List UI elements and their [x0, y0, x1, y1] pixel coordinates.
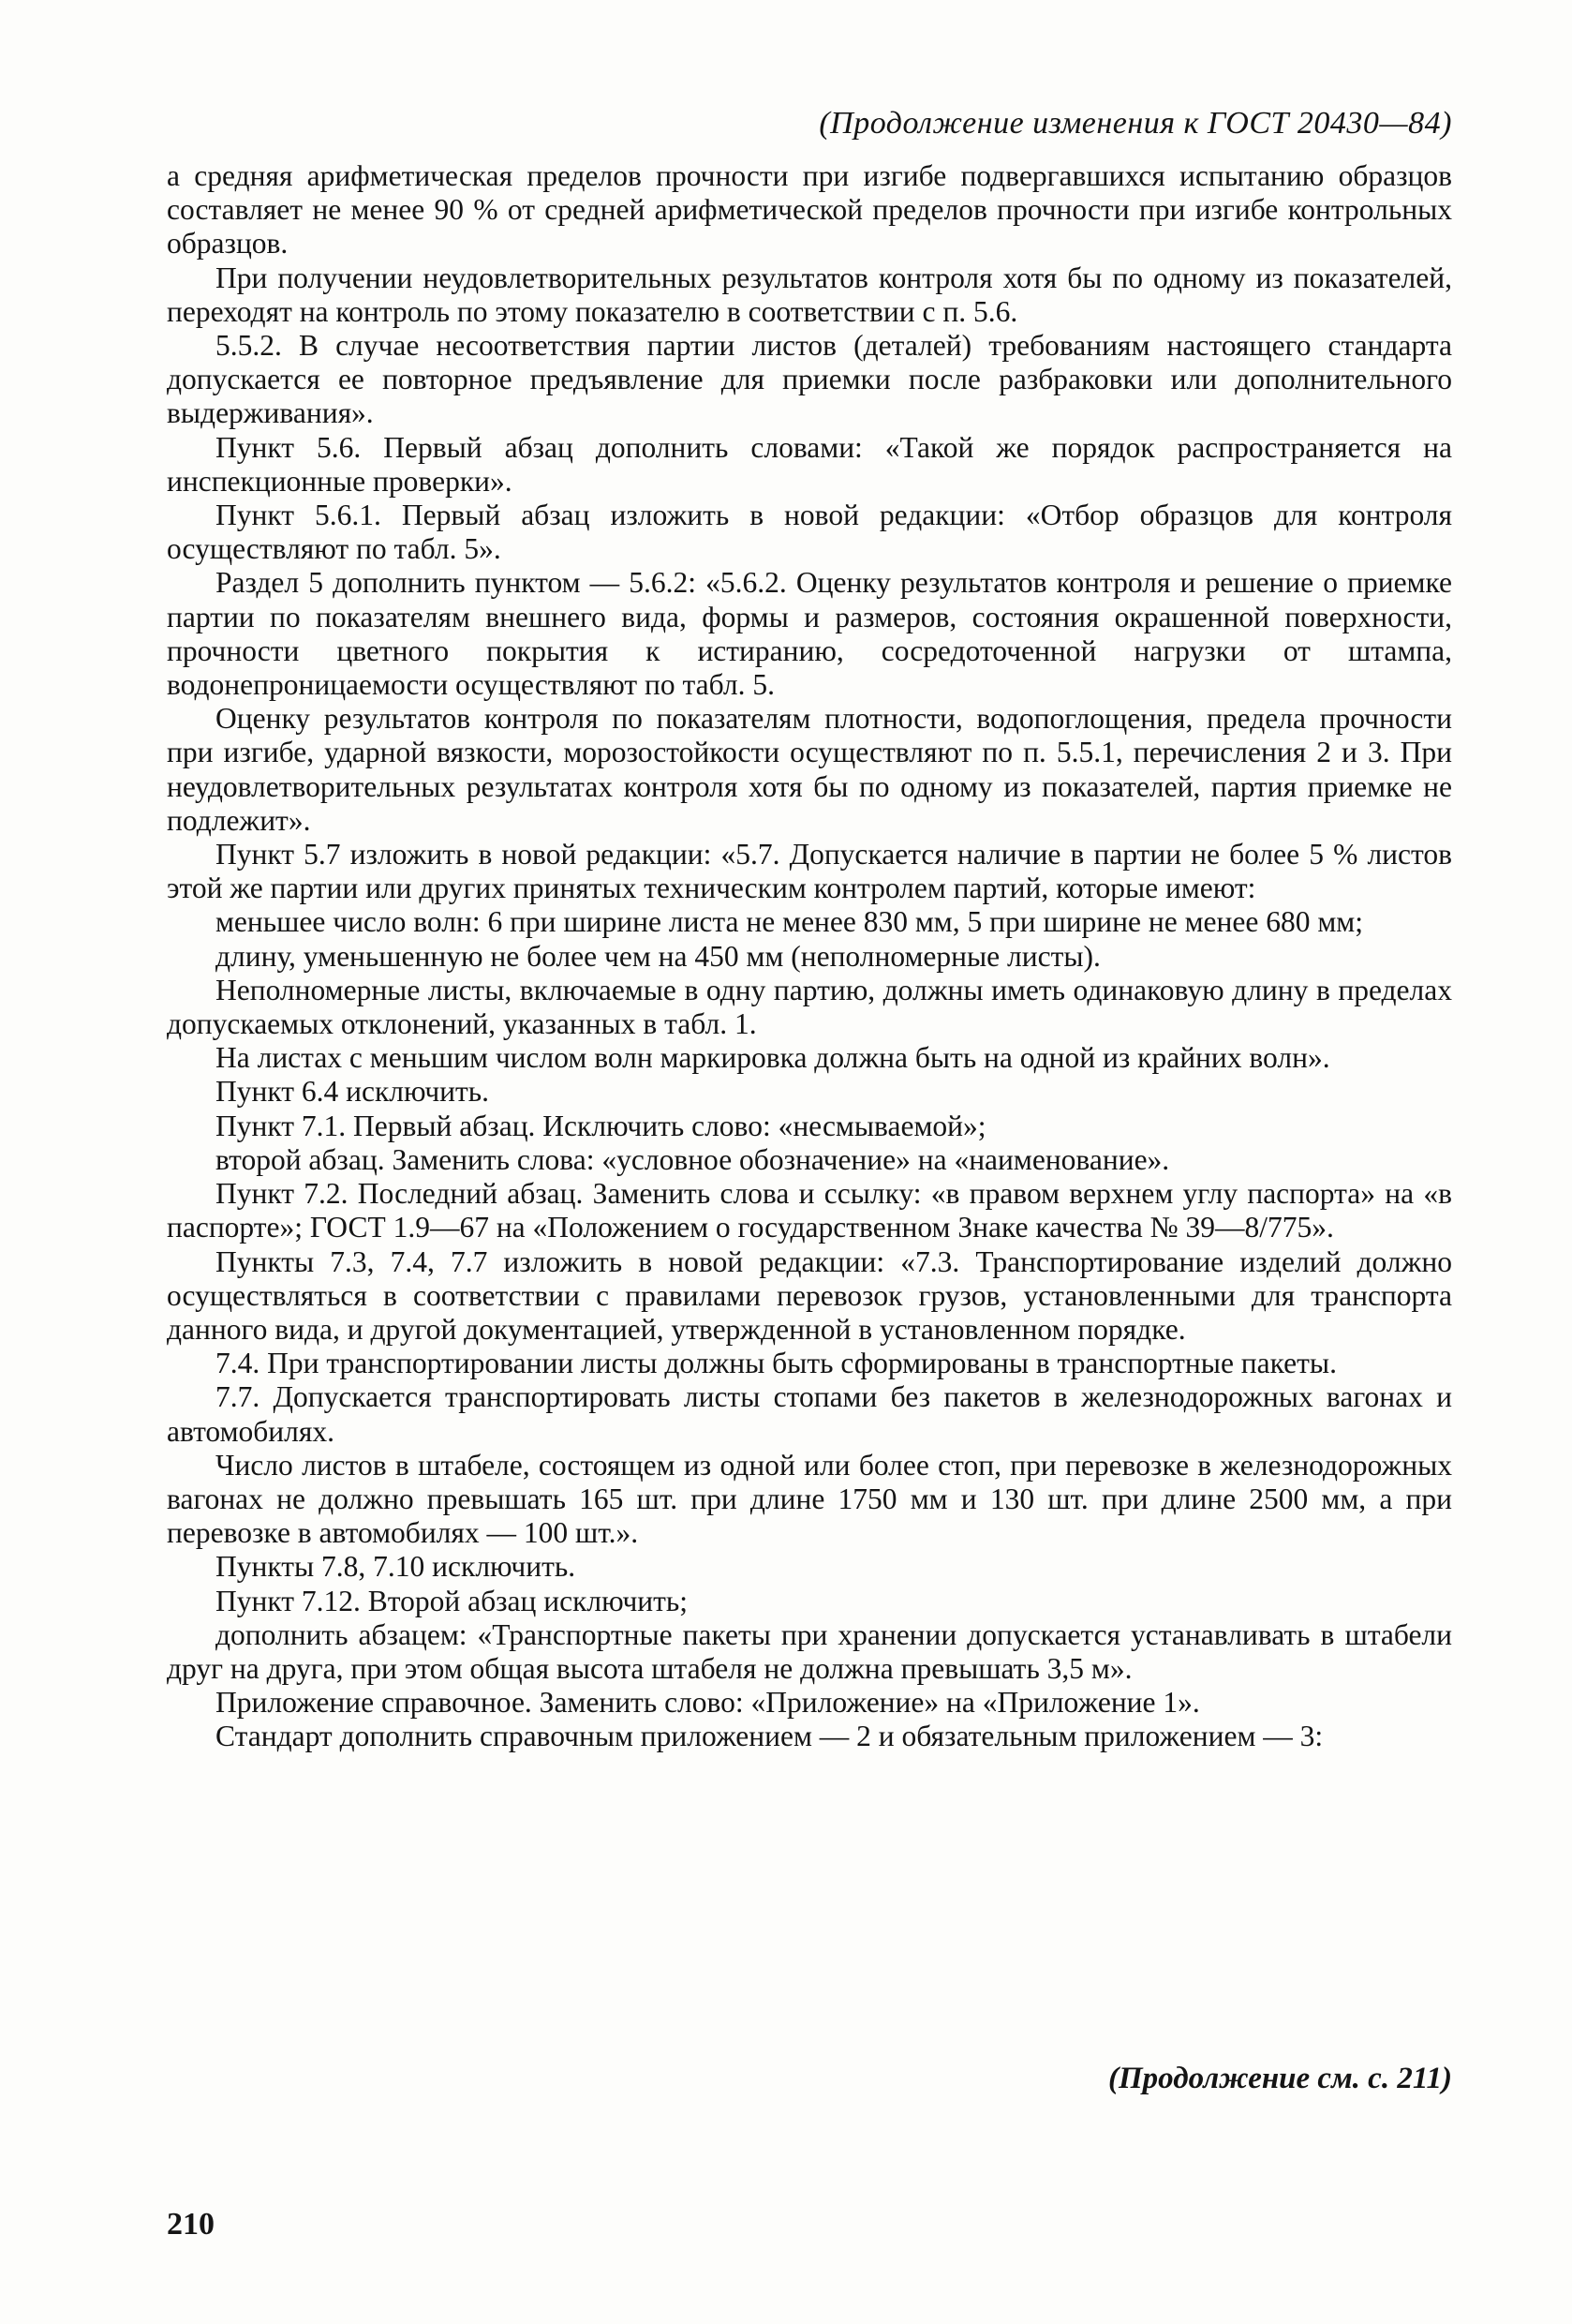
- paragraph: Раздел 5 дополнить пунктом — 5.6.2: «5.6.2. Оценку результатов контроля и решение о приемке партии по показателям внешнего вида, формы и размеров, состояния окрашенной поверхности, прочности цветного покрытия к истиранию, сосредоточенной нагрузки от штампа, водонепроницаемости осуществляют по табл. 5.: [167, 566, 1452, 702]
- paragraph: Приложение справочное. Заменить слово: «Приложение» на «Приложение 1».: [215, 1686, 1200, 1720]
- paragraph: Пункт 5.7 изложить в новой редакции: «5.7. Допускается наличие в партии не более 5 % листов этой же партии или других принятых техническим контролем партий, которые имеют:: [167, 838, 1452, 905]
- paragraph: Стандарт дополнить справочным приложением — 2 и обязательным приложением — 3:: [215, 1720, 1324, 1753]
- paragraph: Пункты 7.3, 7.4, 7.7 изложить в новой редакции: «7.3. Транспортирование изделий должно осуществляться в соответствии с правилами перевозок грузов, установленными для транспорта данного вида, и другой документацией, утвержденной в установленном порядке.: [167, 1244, 1452, 1346]
- document-body: [167, 159, 1452, 1754]
- paragraph: 5.5.2. В случае несоответствия партии листов (деталей) требованиям настоящего стандарта допускается ее повторное предъявление для приемки после разбраковки или дополнительного выдерживания».: [167, 329, 1452, 430]
- paragraph: На листах с меньшим числом волн маркировка должна быть на одной из крайних волн».: [215, 1041, 1330, 1075]
- paragraph: дополнить абзацем: «Транспортные пакеты при хранении допускается устанавливать в штабели друг на друга, при этом общая высота штабеля не должна превышать 3,5 м».: [167, 1617, 1452, 1685]
- paragraph: Пункт 7.12. Второй абзац исключить;: [215, 1584, 689, 1617]
- paragraph: При получении неудовлетворительных результатов контроля хотя бы по одному из показателей, переходят на контроль по этому показателю в соответствии с п. 5.6.: [167, 261, 1452, 328]
- paragraph: Пункт 7.2. Последний абзац. Заменить слова и ссылку: «в правом верхнем углу паспорта» на «в паспорте»; ГОСТ 1.9—67 на «Положением о государственном Знаке качества № 39—8/775».: [167, 1177, 1452, 1244]
- paragraph: 7.7. Допускается транспортировать листы стопами без пакетов в железнодорожных вагонах и автомобилях.: [167, 1380, 1452, 1448]
- page-number: 210: [167, 2207, 215, 2242]
- paragraph: Пункт 5.6. Первый абзац дополнить словами: «Такой же порядок распространяется на инспекционные проверки».: [167, 430, 1452, 498]
- paragraph: Пункт 5.6.1. Первый абзац изложить в новой редакции: «Отбор образцов для контроля осуществляют по табл. 5».: [167, 499, 1452, 566]
- paragraph: второй абзац. Заменить слова: «условное обозначение» на «наименование».: [215, 1142, 1170, 1176]
- paragraph: Пункт 7.1. Первый абзац. Исключить слово: «несмываемой»;: [215, 1109, 986, 1142]
- paragraph: меньшее число волн: 6 при ширине листа не менее 830 мм, 5 при ширине не менее 680 мм;: [215, 905, 1363, 939]
- paragraph: Пункты 7.8, 7.10 исключить.: [215, 1550, 576, 1584]
- continuation-note: (Продолжение см. с. 211): [1108, 2062, 1452, 2095]
- paragraph: 7.4. При транспортировании листы должны быть сформированы в транспортные пакеты.: [215, 1347, 1337, 1380]
- page-header: (Продолжение изменения к ГОСТ 20430—84): [819, 106, 1452, 141]
- paragraph: длину, уменьшенную не более чем на 450 мм (неполномерные листы).: [215, 939, 1101, 973]
- paragraph: Число листов в штабеле, состоящем из одной или более стоп, при перевозке в железнодорожных вагонах не должно превышать 165 шт. при длине 1750 мм и 130 шт. при длине 2500 мм, а при перевозке в автомобилях — 100 шт.».: [167, 1448, 1452, 1550]
- paragraph: Оценку результатов контроля по показателям плотности, водопоглощения, предела прочности при изгибе, ударной вязкости, морозостойкости осуществляют по п. 5.5.1, перечисления 2 и 3. При неудовлетворительных результатах контроля хотя бы по одному из показателей, партия приемке не подлежит».: [167, 702, 1452, 837]
- paragraph: Неполномерные листы, включаемые в одну партию, должны иметь одинаковую длину в пределах допускаемых отклонений, указанных в табл. 1.: [167, 973, 1452, 1041]
- paragraph: Пункт 6.4 исключить.: [215, 1075, 490, 1109]
- paragraph: а средняя арифметическая пределов прочности при изгибе подвергавшихся испытанию образцов составляет не менее 90 % от средней арифметической пределов прочности при изгибе контрольных образцов.: [167, 159, 1452, 261]
